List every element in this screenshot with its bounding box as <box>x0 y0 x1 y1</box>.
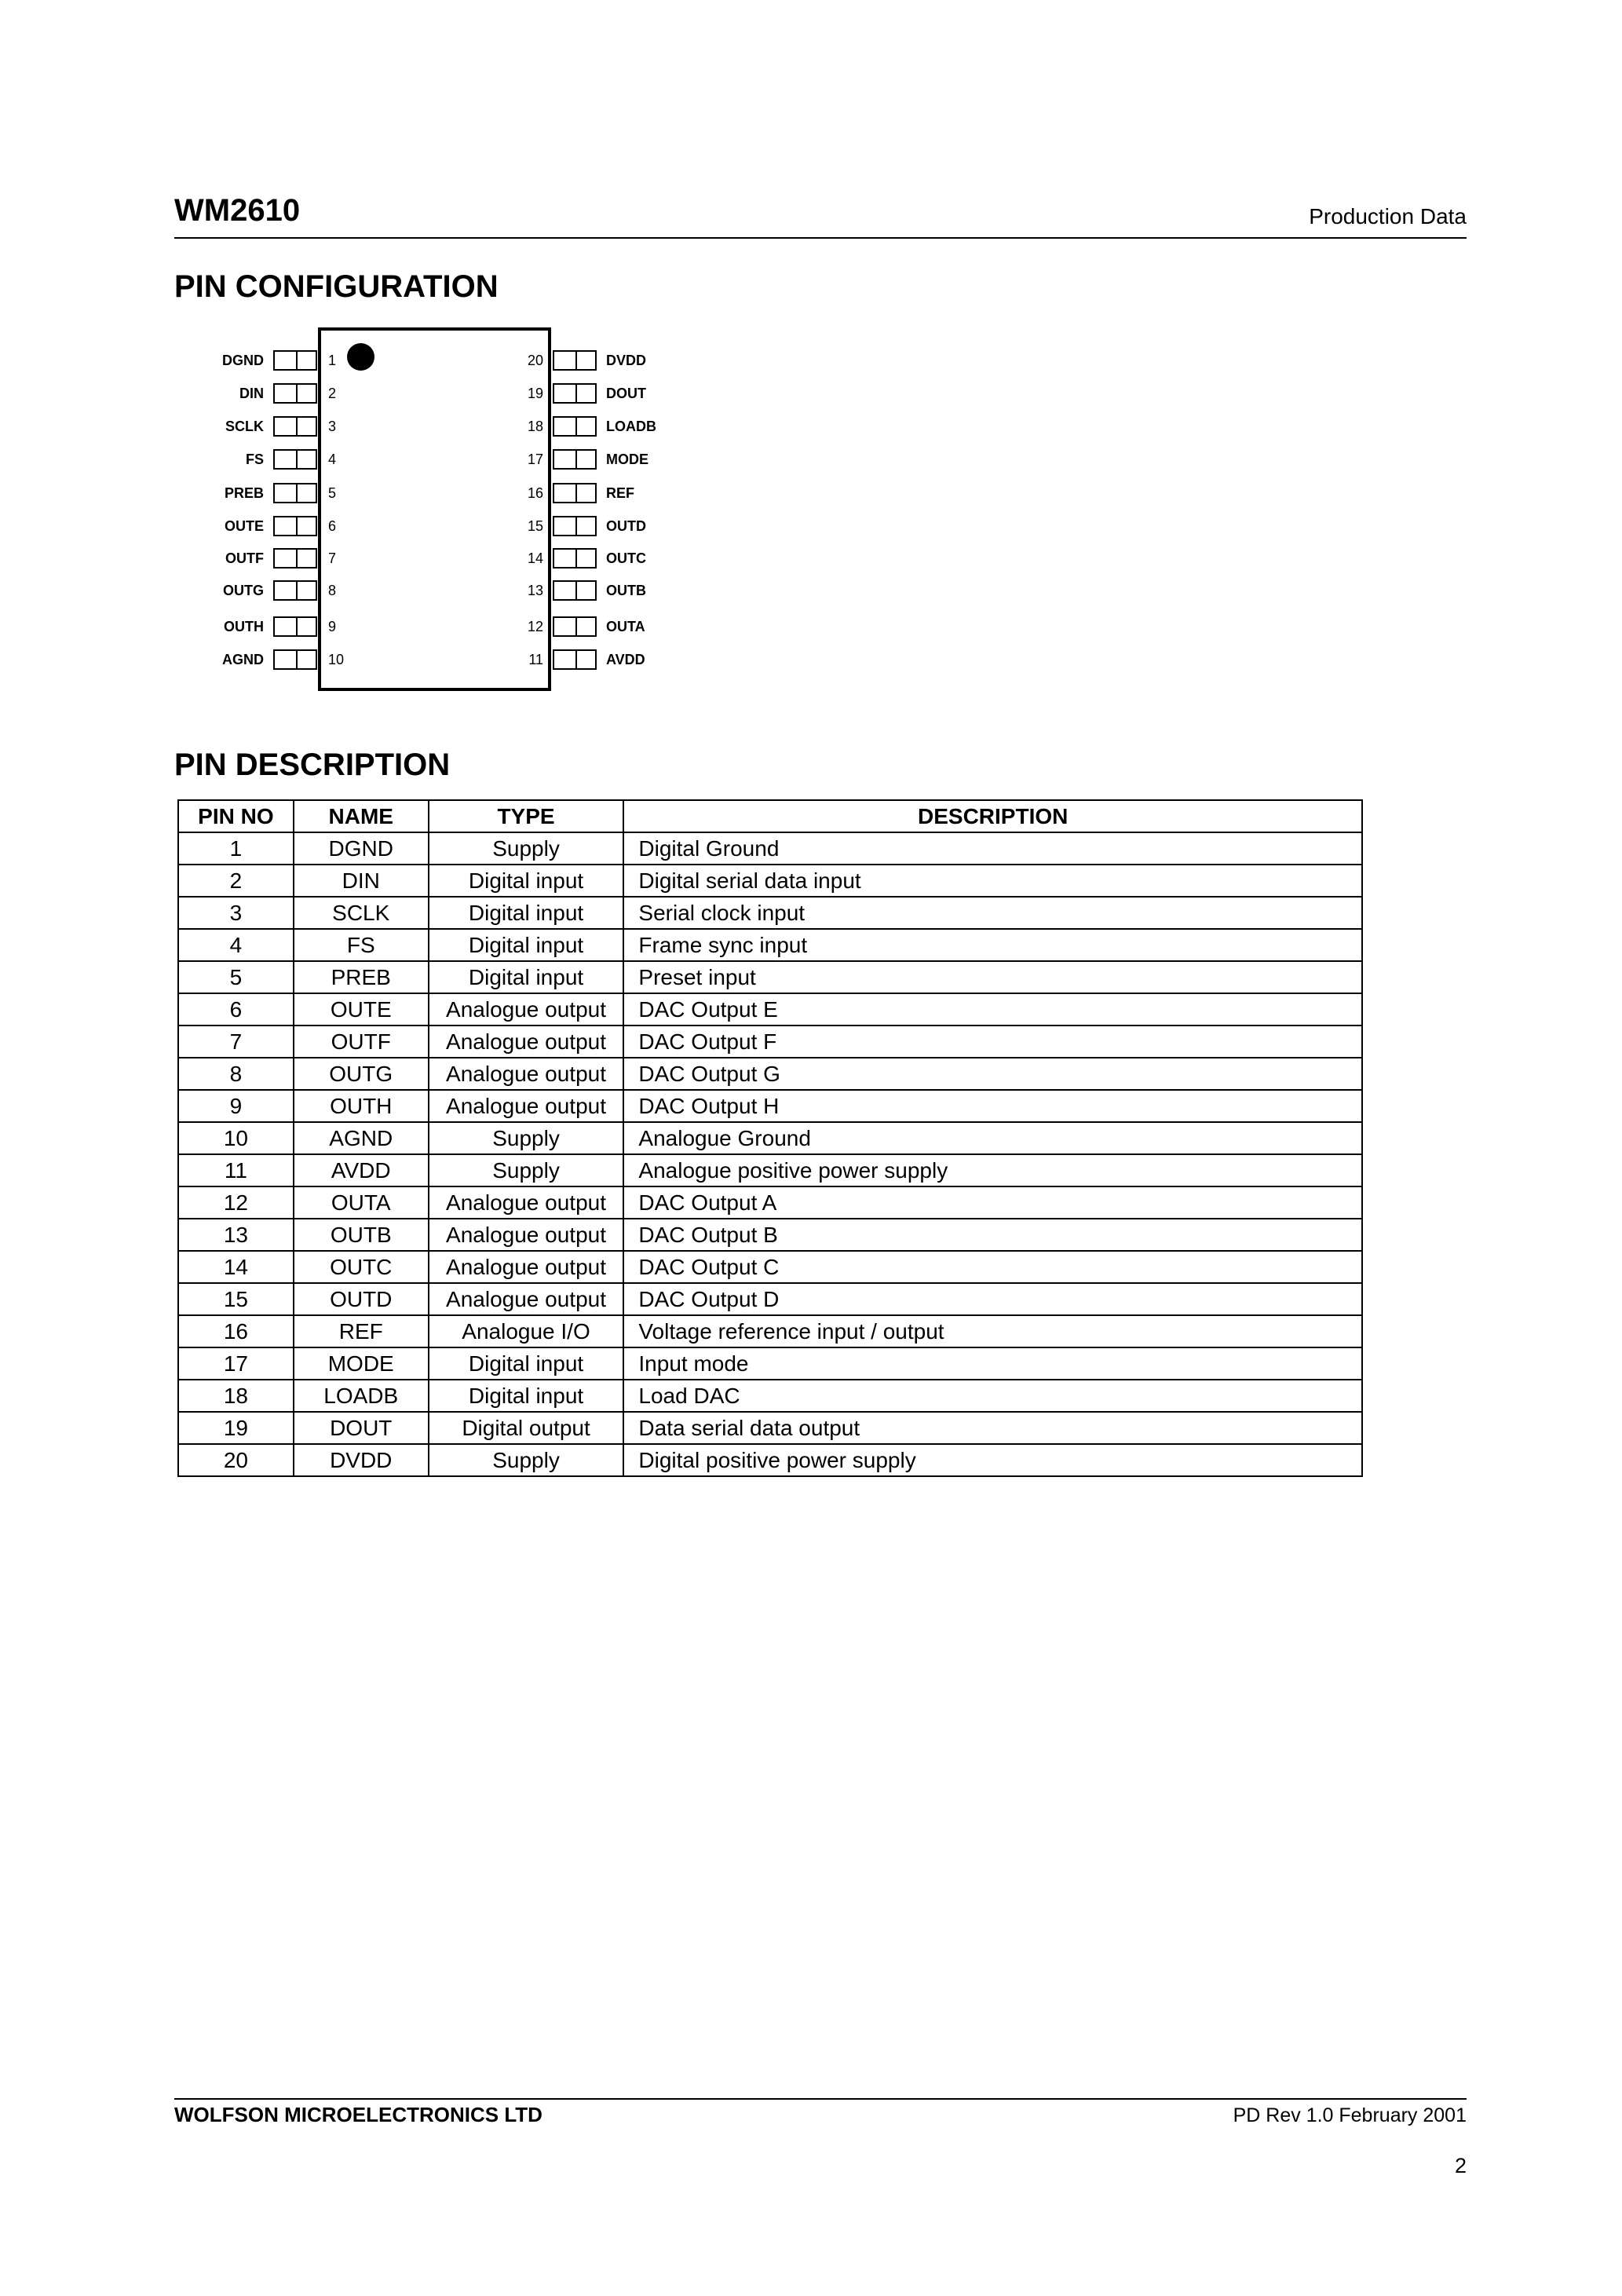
left-pin-lead <box>273 449 317 470</box>
right-pin-number: 13 <box>527 583 543 598</box>
cell-type: Analogue output <box>429 1058 624 1090</box>
cell-name: AGND <box>294 1122 429 1154</box>
table-row <box>178 1283 1362 1315</box>
document-title: WM2610 <box>174 193 301 228</box>
left-pin-number: 1 <box>328 353 337 368</box>
left-pin-name: SCLK <box>225 419 264 434</box>
cell-description: Digital Ground <box>623 832 1362 865</box>
right-pin-name: OUTA <box>606 619 645 634</box>
left-pin-lead <box>273 616 317 637</box>
right-pin-name: AVDD <box>606 652 645 667</box>
right-pin-name: DOUT <box>606 386 646 401</box>
section-title-pin-configuration: PIN CONFIGURATION <box>174 269 499 304</box>
left-pin-lead <box>273 548 317 569</box>
cell-description: Data serial data output <box>623 1412 1362 1444</box>
right-pin-name: REF <box>606 485 634 501</box>
left-pin-number: 2 <box>328 386 337 401</box>
pin-description-table <box>177 799 1363 1477</box>
header-rule <box>174 237 1467 239</box>
left-pin-lead <box>273 483 317 503</box>
pin-row <box>0 416 1622 437</box>
cell-name: DGND <box>294 832 429 865</box>
cell-name: OUTF <box>294 1026 429 1058</box>
cell-type: Supply <box>429 1122 624 1154</box>
cell-name: FS <box>294 929 429 961</box>
cell-type: Supply <box>429 1154 624 1186</box>
table-row <box>178 1315 1362 1347</box>
cell-description: Digital serial data input <box>623 865 1362 897</box>
footer-revision: PD Rev 1.0 February 2001 <box>1233 2104 1467 2126</box>
left-pin-name: PREB <box>224 485 264 501</box>
table-row <box>178 897 1362 929</box>
left-pin-name: OUTG <box>223 583 264 598</box>
cell-description: DAC Output A <box>623 1186 1362 1219</box>
left-pin-lead <box>273 416 317 437</box>
cell-name: AVDD <box>294 1154 429 1186</box>
cell-name: OUTG <box>294 1058 429 1090</box>
table-row <box>178 1251 1362 1283</box>
table-header-row <box>178 800 1362 832</box>
cell-type: Supply <box>429 832 624 865</box>
table-row <box>178 1122 1362 1154</box>
cell-name: LOADB <box>294 1380 429 1412</box>
left-pin-name: OUTF <box>225 550 264 566</box>
left-pin-lead <box>273 516 317 536</box>
left-pin-name: DGND <box>222 353 264 368</box>
pin-row <box>0 516 1622 536</box>
left-pin-lead <box>273 350 317 371</box>
left-pin-number: 10 <box>328 652 345 667</box>
right-pin-lead <box>553 383 597 404</box>
cell-type: Analogue output <box>429 1090 624 1122</box>
table-row <box>178 993 1362 1026</box>
right-pin-name: OUTC <box>606 550 646 566</box>
cell-pin-no: 18 <box>178 1380 294 1412</box>
left-pin-number: 6 <box>328 518 337 534</box>
cell-pin-no: 1 <box>178 832 294 865</box>
table-row <box>178 1412 1362 1444</box>
left-pin-number: 3 <box>328 419 337 434</box>
cell-name: OUTC <box>294 1251 429 1283</box>
table-row <box>178 929 1362 961</box>
cell-type: Analogue output <box>429 1026 624 1058</box>
table-row <box>178 1380 1362 1412</box>
cell-description: Input mode <box>623 1347 1362 1380</box>
cell-pin-no: 17 <box>178 1347 294 1380</box>
cell-type: Digital input <box>429 1380 624 1412</box>
cell-name: MODE <box>294 1347 429 1380</box>
pin-row <box>0 449 1622 470</box>
right-pin-number: 15 <box>527 518 543 534</box>
right-pin-name: OUTD <box>606 518 646 534</box>
cell-type: Digital output <box>429 1412 624 1444</box>
cell-pin-no: 16 <box>178 1315 294 1347</box>
pin-row <box>0 483 1622 503</box>
cell-pin-no: 10 <box>178 1122 294 1154</box>
document-status: Production Data <box>1309 204 1467 229</box>
cell-pin-no: 3 <box>178 897 294 929</box>
right-pin-number: 19 <box>527 386 543 401</box>
right-pin-lead <box>553 616 597 637</box>
cell-description: Serial clock input <box>623 897 1362 929</box>
right-pin-name: MODE <box>606 452 648 467</box>
left-pin-name: OUTH <box>224 619 264 634</box>
table-row <box>178 1090 1362 1122</box>
cell-name: OUTH <box>294 1090 429 1122</box>
cell-type: Digital input <box>429 961 624 993</box>
cell-type: Supply <box>429 1444 624 1476</box>
cell-name: OUTD <box>294 1283 429 1315</box>
cell-pin-no: 6 <box>178 993 294 1026</box>
left-pin-lead <box>273 649 317 670</box>
left-pin-name: AGND <box>222 652 264 667</box>
cell-pin-no: 11 <box>178 1154 294 1186</box>
right-pin-lead <box>553 483 597 503</box>
cell-description: Voltage reference input / output <box>623 1315 1362 1347</box>
left-pin-lead <box>273 383 317 404</box>
right-pin-number: 17 <box>527 452 543 467</box>
table-row <box>178 1219 1362 1251</box>
left-pin-name: DIN <box>239 386 264 401</box>
right-pin-number: 14 <box>527 550 543 566</box>
cell-description: Analogue Ground <box>623 1122 1362 1154</box>
right-pin-name: LOADB <box>606 419 656 434</box>
cell-type: Analogue output <box>429 1186 624 1219</box>
cell-pin-no: 20 <box>178 1444 294 1476</box>
cell-name: PREB <box>294 961 429 993</box>
cell-name: DIN <box>294 865 429 897</box>
right-pin-lead <box>553 416 597 437</box>
right-pin-number: 18 <box>527 419 543 434</box>
header-name: NAME <box>294 800 429 832</box>
cell-pin-no: 4 <box>178 929 294 961</box>
cell-description: DAC Output B <box>623 1219 1362 1251</box>
cell-name: DOUT <box>294 1412 429 1444</box>
right-pin-lead <box>553 350 597 371</box>
cell-description: DAC Output D <box>623 1283 1362 1315</box>
right-pin-lead <box>553 580 597 601</box>
table-row <box>178 961 1362 993</box>
pin-row <box>0 580 1622 601</box>
cell-type: Digital input <box>429 865 624 897</box>
right-pin-number: 20 <box>527 353 543 368</box>
cell-pin-no: 8 <box>178 1058 294 1090</box>
left-pin-number: 4 <box>328 452 337 467</box>
left-pin-number: 9 <box>328 619 337 634</box>
page-number: 2 <box>1454 2154 1467 2177</box>
cell-description: DAC Output C <box>623 1251 1362 1283</box>
header-pin-no: PIN NO <box>178 800 294 832</box>
right-pin-lead <box>553 649 597 670</box>
right-pin-number: 11 <box>528 652 543 667</box>
cell-type: Analogue output <box>429 993 624 1026</box>
table-row <box>178 1058 1362 1090</box>
cell-type: Digital input <box>429 1347 624 1380</box>
cell-type: Analogue output <box>429 1251 624 1283</box>
table-row <box>178 1154 1362 1186</box>
cell-name: REF <box>294 1315 429 1347</box>
cell-description: Preset input <box>623 961 1362 993</box>
left-pin-number: 5 <box>328 485 337 501</box>
table-row <box>178 1347 1362 1380</box>
cell-description: DAC Output F <box>623 1026 1362 1058</box>
cell-pin-no: 5 <box>178 961 294 993</box>
cell-description: Digital positive power supply <box>623 1444 1362 1476</box>
header-type: TYPE <box>429 800 624 832</box>
cell-pin-no: 19 <box>178 1412 294 1444</box>
left-pin-number: 7 <box>328 550 337 566</box>
cell-pin-no: 9 <box>178 1090 294 1122</box>
pin-row <box>0 616 1622 637</box>
table-row <box>178 1026 1362 1058</box>
cell-description: Analogue positive power supply <box>623 1154 1362 1186</box>
cell-pin-no: 15 <box>178 1283 294 1315</box>
cell-pin-no: 7 <box>178 1026 294 1058</box>
pin-row <box>0 383 1622 404</box>
cell-description: Frame sync input <box>623 929 1362 961</box>
cell-name: OUTA <box>294 1186 429 1219</box>
cell-name: DVDD <box>294 1444 429 1476</box>
table-row <box>178 865 1362 897</box>
cell-name: OUTE <box>294 993 429 1026</box>
table-row <box>178 1186 1362 1219</box>
cell-pin-no: 14 <box>178 1251 294 1283</box>
footer-rule <box>174 2098 1467 2100</box>
section-title-pin-description: PIN DESCRIPTION <box>174 748 451 782</box>
left-pin-lead <box>273 580 317 601</box>
left-pin-name: OUTE <box>224 518 264 534</box>
pin-row <box>0 548 1622 569</box>
cell-pin-no: 2 <box>178 865 294 897</box>
right-pin-lead <box>553 548 597 569</box>
footer-company: WOLFSON MICROELECTRONICS LTD <box>174 2103 542 2126</box>
right-pin-number: 12 <box>527 619 543 634</box>
cell-type: Digital input <box>429 929 624 961</box>
cell-name: OUTB <box>294 1219 429 1251</box>
table-row <box>178 1444 1362 1476</box>
cell-type: Digital input <box>429 897 624 929</box>
left-pin-number: 8 <box>328 583 337 598</box>
cell-name: SCLK <box>294 897 429 929</box>
pin-row <box>0 649 1622 670</box>
right-pin-number: 16 <box>527 485 543 501</box>
cell-type: Analogue I/O <box>429 1315 624 1347</box>
right-pin-name: OUTB <box>606 583 646 598</box>
right-pin-name: DVDD <box>606 353 647 368</box>
cell-description: Load DAC <box>623 1380 1362 1412</box>
table-row <box>178 832 1362 865</box>
header-description: DESCRIPTION <box>623 800 1362 832</box>
right-pin-lead <box>553 449 597 470</box>
cell-description: DAC Output E <box>623 993 1362 1026</box>
right-pin-lead <box>553 516 597 536</box>
cell-description: DAC Output H <box>623 1090 1362 1122</box>
cell-type: Analogue output <box>429 1283 624 1315</box>
pin-row <box>0 350 1622 371</box>
cell-pin-no: 13 <box>178 1219 294 1251</box>
left-pin-name: FS <box>245 452 264 467</box>
cell-type: Analogue output <box>429 1219 624 1251</box>
cell-description: DAC Output G <box>623 1058 1362 1090</box>
cell-pin-no: 12 <box>178 1186 294 1219</box>
